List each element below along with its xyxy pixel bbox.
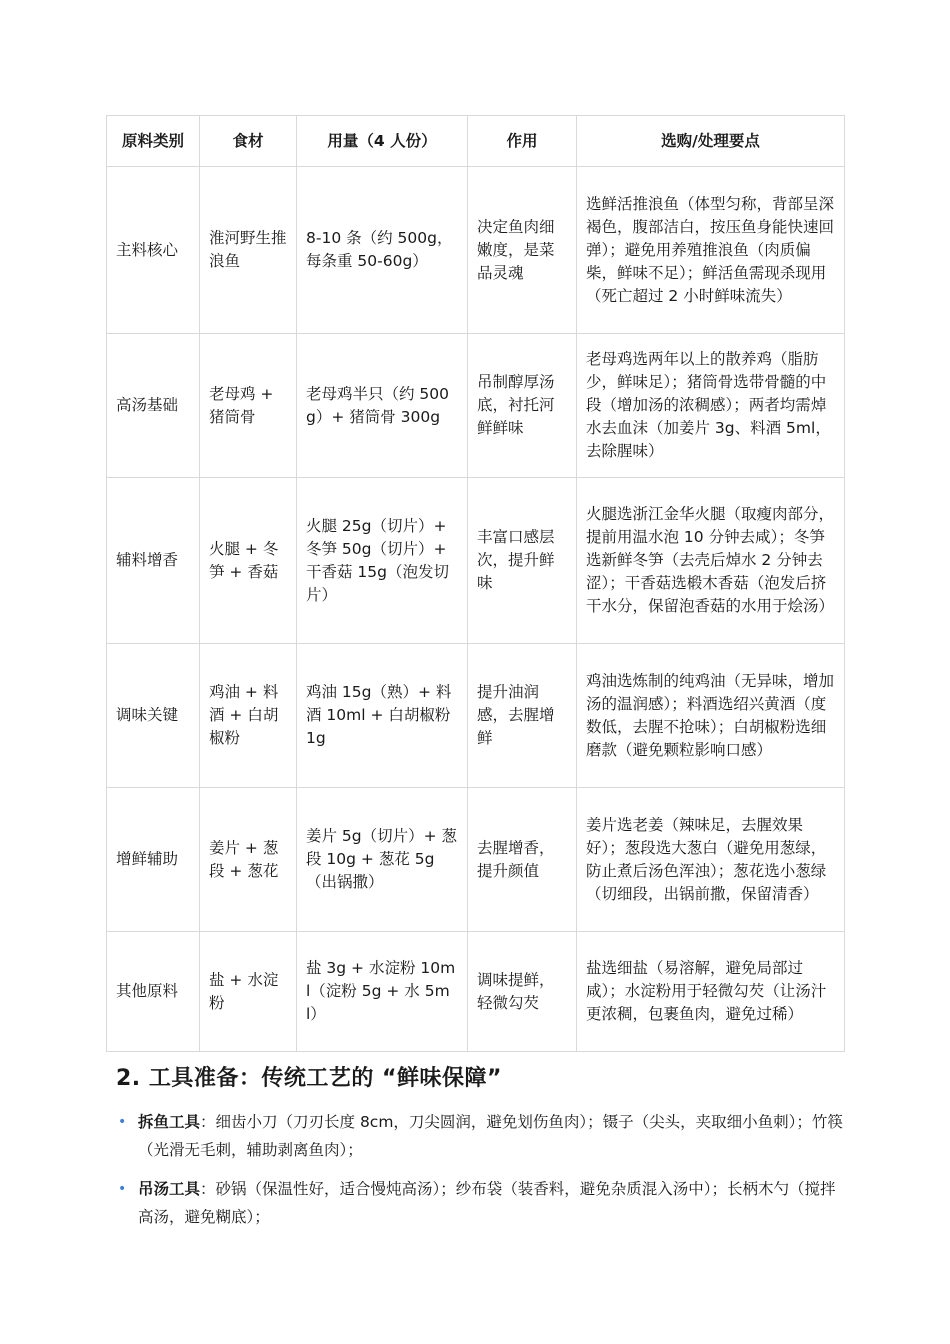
cell-role: 吊制醇厚汤底，衬托河鲜鲜味 bbox=[468, 334, 577, 478]
cell-notes: 姜片选老姜（辣味足，去腥效果好）；葱段选大葱白（避免用葱绿，防止煮后汤色浑浊）；葱花选小葱绿（切细段，出锅前撒，保留清香） bbox=[577, 788, 845, 932]
cell-amount: 老母鸡半只（约 500g）+ 猪筒骨 300g bbox=[297, 334, 468, 478]
ingredients-table bbox=[106, 115, 845, 1052]
cell-ingredient: 鸡油 + 料酒 + 白胡椒粉 bbox=[200, 644, 297, 788]
bullet-icon: • bbox=[118, 1181, 127, 1197]
document-page bbox=[106, 115, 844, 1242]
header-role: 作用 bbox=[468, 116, 577, 167]
section-title: 2. 工具准备：传统工艺的 “鲜味保障” bbox=[116, 1066, 502, 1091]
cell-notes: 鸡油选炼制的纯鸡油（无异味，增加汤的温润感）；料酒选绍兴黄酒（度数低，去腥不抢味）；白胡椒粉选细磨款（避免颗粒影响口感） bbox=[577, 644, 845, 788]
cell-category: 其他原料 bbox=[107, 932, 200, 1052]
cell-category: 增鲜辅助 bbox=[107, 788, 200, 932]
tool-description: ：砂锅（保温性好，适合慢炖高汤）；纱布袋（装香料，避免杂质混入汤中）；长柄木勺（搅拌高汤，避免糊底）； bbox=[138, 1180, 836, 1226]
cell-role: 去腥增香，提升颜值 bbox=[468, 788, 577, 932]
tool-name: 吊汤工具 bbox=[138, 1180, 201, 1198]
table-header-row bbox=[107, 116, 845, 167]
header-category: 原料类别 bbox=[107, 116, 200, 167]
cell-ingredient: 火腿 + 冬笋 + 香菇 bbox=[200, 478, 297, 644]
cell-ingredient: 淮河野生推浪鱼 bbox=[200, 167, 297, 334]
header-amount: 用量（4 人份） bbox=[297, 116, 468, 167]
cell-role: 调味提鲜，轻微勾芡 bbox=[468, 932, 577, 1052]
tool-description: ：细齿小刀（刀刃长度 8cm，刀尖圆润，避免划伤鱼肉）；镊子（尖头，夹取细小鱼刺）；竹筷（光滑无毛刺，辅助剥离鱼肉）； bbox=[138, 1113, 843, 1159]
table-row bbox=[107, 167, 845, 334]
tools-list bbox=[106, 1108, 844, 1231]
cell-amount: 鸡油 15g（熟）+ 料酒 10ml + 白胡椒粉 1g bbox=[297, 644, 468, 788]
cell-amount: 8-10 条（约 500g，每条重 50-60g） bbox=[297, 167, 468, 334]
table-row bbox=[107, 334, 845, 478]
table-row bbox=[107, 932, 845, 1052]
cell-amount: 姜片 5g（切片）+ 葱段 10g + 葱花 5g（出锅撒） bbox=[297, 788, 468, 932]
cell-role: 丰富口感层次，提升鲜味 bbox=[468, 478, 577, 644]
cell-amount: 火腿 25g（切片）+ 冬笋 50g（切片）+ 干香菇 15g（泡发切片） bbox=[297, 478, 468, 644]
cell-notes: 老母鸡选两年以上的散养鸡（脂肪少，鲜味足）；猪筒骨选带骨髓的中段（增加汤的浓稠感）；两者均需焯水去血沫（加姜片 3g、料酒 5ml，去除腥味） bbox=[577, 334, 845, 478]
table-row bbox=[107, 478, 845, 644]
table-row bbox=[107, 644, 845, 788]
cell-category: 调味关键 bbox=[107, 644, 200, 788]
cell-notes: 选鲜活推浪鱼（体型匀称，背部呈深褐色，腹部洁白，按压鱼身能快速回弹）；避免用养殖推浪鱼（肉质偏柴，鲜味不足）；鲜活鱼需现杀现用（死亡超过 2 小时鲜味流失） bbox=[577, 167, 845, 334]
cell-amount: 盐 3g + 水淀粉 10ml（淀粉 5g + 水 5ml） bbox=[297, 932, 468, 1052]
cell-notes: 盐选细盐（易溶解，避免局部过咸）；水淀粉用于轻微勾芡（让汤汁更浓稠，包裹鱼肉，避免过稀） bbox=[577, 932, 845, 1052]
cell-category: 主料核心 bbox=[107, 167, 200, 334]
table-row bbox=[107, 788, 845, 932]
cell-ingredient: 姜片 + 葱段 + 葱花 bbox=[200, 788, 297, 932]
cell-category: 高汤基础 bbox=[107, 334, 200, 478]
list-item-stock-tools bbox=[118, 1175, 844, 1231]
cell-category: 辅料增香 bbox=[107, 478, 200, 644]
tool-name: 拆鱼工具 bbox=[138, 1113, 201, 1131]
cell-notes: 火腿选浙江金华火腿（取瘦肉部分，提前用温水泡 10 分钟去咸）；冬笋选新鲜冬笋（去壳后焯水 2 分钟去涩）；干香菇选椴木香菇（泡发后挤干水分，保留泡香菇的水用于烩汤） bbox=[577, 478, 845, 644]
header-ingredient: 食材 bbox=[200, 116, 297, 167]
cell-ingredient: 老母鸡 + 猪筒骨 bbox=[200, 334, 297, 478]
cell-role: 决定鱼肉细嫩度，是菜品灵魂 bbox=[468, 167, 577, 334]
list-item-fish-tools bbox=[118, 1108, 844, 1164]
cell-ingredient: 盐 + 水淀粉 bbox=[200, 932, 297, 1052]
cell-role: 提升油润感，去腥增鲜 bbox=[468, 644, 577, 788]
bullet-icon: • bbox=[118, 1114, 127, 1130]
header-notes: 选购/处理要点 bbox=[577, 116, 845, 167]
